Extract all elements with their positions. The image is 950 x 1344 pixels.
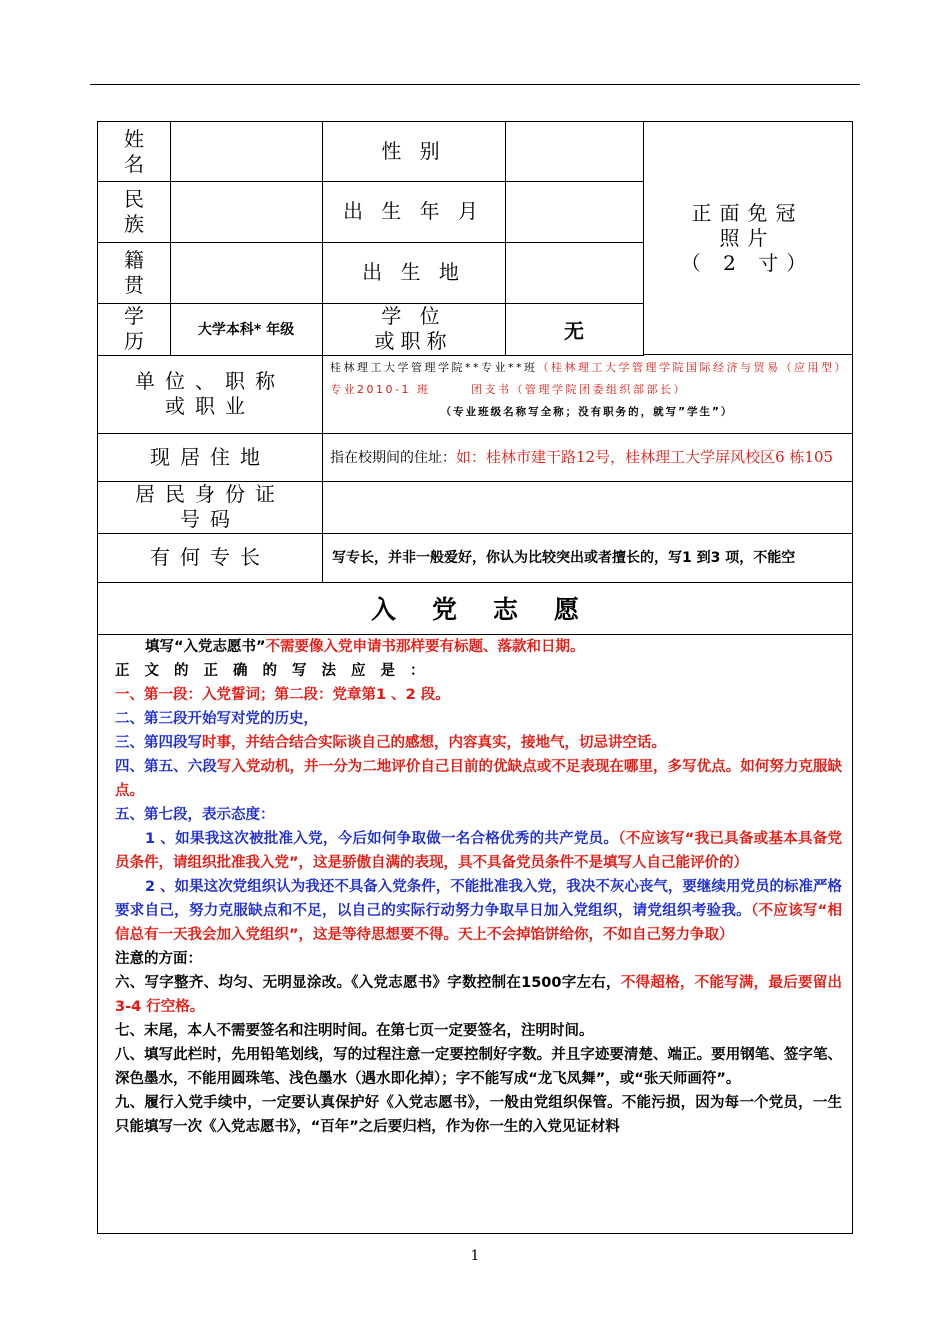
education-label: 学 历 bbox=[97, 303, 171, 356]
birth-date-field[interactable] bbox=[505, 181, 644, 243]
page-number: 1 bbox=[470, 1248, 480, 1264]
address-value[interactable]: 指在校期间的住址：如：桂林市建干路12号，桂林理工大学屏风校区6 栋105 bbox=[322, 433, 853, 482]
photo-box: 正面免冠 照片 （ 2 寸） bbox=[643, 121, 853, 355]
native-place-field[interactable] bbox=[170, 242, 323, 304]
header-rule bbox=[90, 84, 860, 85]
guide-item-4: 四、第五、六段写入党动机，并一分为二地评价自己目前的优缺点或不足表现在哪里，多写优点。如何努力克服缺点。 bbox=[115, 759, 843, 799]
address-label: 现居住地 bbox=[97, 433, 323, 482]
guide-item-5: 五、第七段，表示态度： bbox=[115, 807, 275, 823]
guide-item-6: 六、写字整齐、均匀、无明显涂改。《入党志愿书》字数控制在1500字左右，不得超格，不能写满，最后要留出3-4 行空格。 bbox=[115, 975, 843, 1015]
guide-item-2: 二、第三段开始写对党的历史， bbox=[115, 711, 318, 727]
degree-label: 学 位 或职称 bbox=[322, 303, 506, 356]
guide-notes-heading: 注意的方面： bbox=[115, 951, 202, 967]
guide-heading: 正文的正确的写法应是： bbox=[115, 663, 440, 679]
gender-label: 性 别 bbox=[322, 121, 506, 182]
unit-label: 单位、职称 或职业 bbox=[97, 355, 323, 434]
guide-intro: 填写“入党志愿书”不需要像入党申请书那样要有标题、落款和日期。 bbox=[145, 639, 585, 655]
birthplace-field[interactable] bbox=[505, 242, 644, 304]
native-place-label: 籍 贯 bbox=[97, 242, 171, 304]
ethnicity-label: 民 族 bbox=[97, 181, 171, 243]
birthplace-label: 出 生 地 bbox=[322, 242, 506, 304]
education-value[interactable]: 大学本科* 年级 bbox=[170, 303, 323, 356]
guide-item-3: 三、第四段写时事，并结合结合实际谈自己的感想，内容真实，接地气，切忌讲空话。 bbox=[115, 735, 666, 751]
guide-content[interactable] bbox=[97, 634, 853, 1234]
guide-item-7: 七、末尾，本人不需要签名和注明时间。在第七页一定要签名，注明时间。 bbox=[115, 1023, 594, 1039]
gender-field[interactable] bbox=[505, 121, 644, 182]
name-field[interactable] bbox=[170, 121, 323, 182]
section-title: 入党志愿 bbox=[97, 582, 853, 635]
guide-item-1: 一、第一段：入党誓词；第二段：党章第1 、2 段。 bbox=[115, 687, 450, 703]
ethnicity-field[interactable] bbox=[170, 181, 323, 243]
unit-text: 桂林理工大学管理学院**专业**班（桂林理工大学管理学院国际经济与贸易（应用型）专业2010-1 班 团支书（管理学院团委组织部部长） （专业班级名称写全称；没有职务的，就写”学生”） bbox=[330, 361, 843, 418]
id-number-field[interactable] bbox=[322, 481, 853, 534]
specialty-label: 有何专长 bbox=[97, 533, 323, 583]
guide-item-9: 九、履行入党手续中，一定要认真保护好《入党志愿书》，一般由党组织保管。不能污损，因为每一个党员，一生只能填写一次《入党志愿书》，“百年”之后要归档，作为你一生的入党见证材料 bbox=[115, 1095, 842, 1135]
degree-value[interactable]: 无 bbox=[505, 303, 644, 356]
guide-item-5-2: 2 、如果这次党组织认为我还不具备入党条件，不能批准我入党，我决不灰心丧气，要继续用党员的标准严格要求自己，努力克服缺点和不足，以自己的实际行动努力争取早日加入党组织，请党组织考验我。（不应该写“相信总有一天我会加入党组织”，这是等待思想要不得。天上不会掉馅饼给你，不如自己努力争取） bbox=[115, 879, 843, 943]
birth-date-label: 出 生 年 月 bbox=[322, 181, 506, 243]
guide-item-5-1: 1 、如果我这次被批准入党，今后如何争取做一名合格优秀的共产党员。（不应该写“我已具备或基本具备党员条件，请组织批准我入党”，这是骄傲自满的表现，具不具备党员条件不是填写人自己能评价的） bbox=[115, 831, 842, 871]
name-label: 姓 名 bbox=[97, 121, 171, 182]
unit-value[interactable] bbox=[322, 355, 853, 434]
id-number-label: 居民身份证 号码 bbox=[97, 481, 323, 534]
specialty-value[interactable]: 写专长，并非一般爱好，你认为比较突出或者擅长的，写1 到3 项，不能空 bbox=[322, 533, 853, 583]
guide-item-8: 八、填写此栏时，先用铅笔划线，写的过程注意一定要控制好字数。并且字迹要清楚、端正。要用钢笔、签字笔、深色墨水，不能用圆珠笔、浅色墨水（遇水即化掉）；字不能写成“龙飞凤舞”，或“张天师画符”。 bbox=[115, 1047, 842, 1087]
